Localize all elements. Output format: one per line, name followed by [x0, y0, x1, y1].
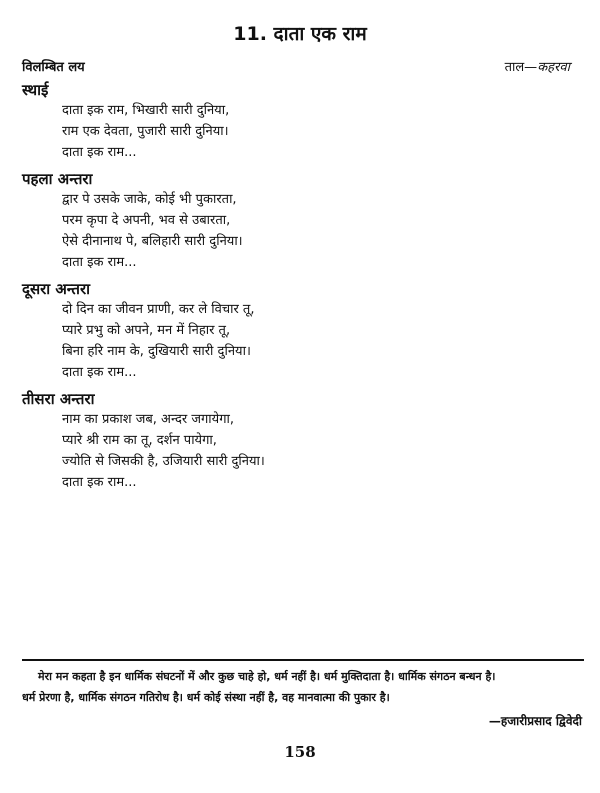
- quote-block: [22, 666, 584, 708]
- section-heading: स्थाई: [22, 81, 49, 99]
- page-number: 158: [284, 743, 316, 761]
- section-heading: पहला अन्तरा: [22, 170, 93, 188]
- section-antara-1: [22, 169, 582, 273]
- quote-divider: [22, 659, 584, 661]
- verse-line: द्वार पे उसके जाके, कोई भी पुकारता,: [62, 192, 237, 207]
- section-antara-3: [22, 389, 582, 493]
- section-sthai: [22, 80, 582, 163]
- verse-line: दो दिन का जीवन प्राणी, कर ले विचार तू,: [62, 302, 255, 317]
- verse-line: दाता इक राम...: [62, 255, 137, 270]
- quote-attribution: —हजारीप्रसाद द्विवेदी: [488, 714, 582, 728]
- verse-line: दाता इक राम, भिखारी सारी दुनिया,: [62, 103, 230, 118]
- verse-line: परम कृपा दे अपनी, भव से उबारता,: [62, 213, 231, 228]
- page-title: 11. दाता एक राम: [233, 23, 367, 45]
- lyrics-sections: [22, 80, 582, 499]
- verse-line: दाता इक राम...: [62, 475, 137, 490]
- laya-label: विलम्बित लय: [22, 60, 85, 75]
- verse-line: दाता इक राम...: [62, 365, 137, 380]
- taal-label: ताल—: [504, 60, 538, 75]
- section-heading: तीसरा अन्तरा: [22, 390, 95, 408]
- verse-line: ज्योति से जिसकी है, उजियारी सारी दुनिया।: [62, 454, 265, 469]
- verse-line: ऐसे दीनानाथ पे, बलिहारी सारी दुनिया।: [62, 234, 243, 249]
- verse-line: प्यारे प्रभु को अपने, मन में निहार तू,: [62, 323, 231, 338]
- verse-line: बिना हरि नाम के, दुखियारी सारी दुनिया।: [62, 344, 251, 359]
- section-antara-2: [22, 279, 582, 383]
- verse-line: नाम का प्रकाश जब, अन्दर जगायेगा,: [62, 412, 235, 427]
- quote-line: मेरा मन कहता है इन धार्मिक संघटनों में और कुछ चाहे हो, धर्म नहीं है। धर्म मुक्तिदाता है। धार्मिक संगठन बन्धन है।: [38, 670, 496, 683]
- taal-value: कहरवा: [537, 60, 570, 75]
- verse-line: दाता इक राम...: [62, 145, 137, 160]
- verse-line: प्यारे श्री राम का तू, दर्शन पायेगा,: [62, 433, 217, 448]
- taal-info: [505, 57, 570, 75]
- quote-line: धर्म प्रेरणा है, धार्मिक संगठन गतिरोध है। धर्म कोई संस्था नहीं है, वह मानवात्मा की पुकार है।: [22, 691, 390, 704]
- verse-line: राम एक देवता, पुजारी सारी दुनिया।: [62, 124, 229, 139]
- section-heading: दूसरा अन्तरा: [22, 280, 90, 298]
